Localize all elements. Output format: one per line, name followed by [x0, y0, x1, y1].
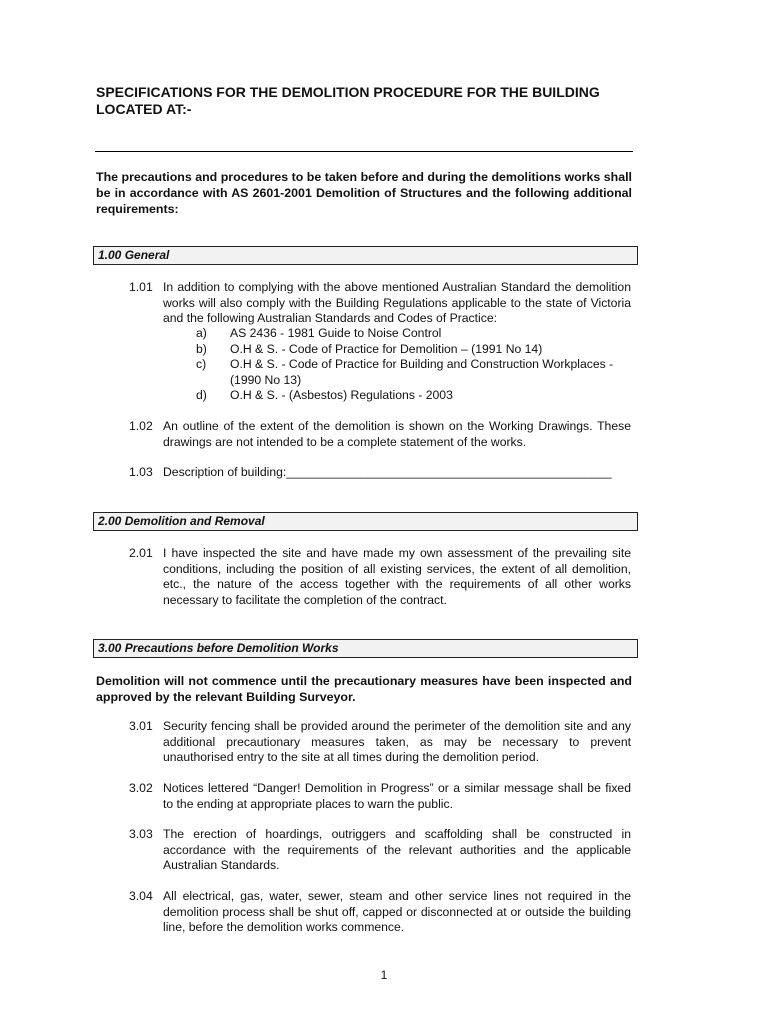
clause-text: Notices lettered “Danger! Demolition in Progress” or a similar message shall be fixed to the ending at appropriate places to warn the public.: [163, 781, 631, 811]
clause-3-02: [129, 781, 631, 812]
clause-1-02: [129, 419, 631, 450]
clause-number: 3.01: [129, 719, 153, 733]
title-underline: [95, 151, 633, 152]
standards-list: [196, 326, 632, 404]
document-title: SPECIFICATIONS FOR THE DEMOLITION PROCEDURE FOR THE BUILDING LOCATED AT:-: [96, 84, 600, 117]
list-item-text: O.H & S. - (Asbestos) Regulations - 2003: [230, 388, 453, 403]
clause-number: 2.01: [129, 546, 153, 560]
list-item: [196, 342, 632, 358]
clause-3-03: [129, 827, 631, 874]
building-description-field: Description of building:________________________________________________: [163, 465, 612, 479]
clause-text: All electrical, gas, water, sewer, steam and other service lines not required in the demolition process shall be shut off, capped or disconnected at or outside the building line, before the demolition works commence.: [163, 889, 631, 935]
clause-number: 3.03: [129, 827, 153, 841]
clause-text: An outline of the extent of the demolition is shown on the Working Drawings. These drawings are not intended to be a complete statement of the works.: [163, 419, 631, 449]
list-item: [196, 357, 632, 388]
list-item-letter: a): [196, 326, 207, 340]
clause-text: In addition to complying with the above mentioned Australian Standard the demolition works will also comply with the Building Regulations applicable to the state of Victoria and the following Australian Standards and Codes of Practice:: [163, 280, 631, 326]
clause-number: 3.04: [129, 889, 153, 903]
section-heading-precautions: 3.00 Precautions before Demolition Works: [93, 639, 638, 658]
clause-number: 3.02: [129, 781, 153, 795]
clause-3-01: [129, 719, 631, 766]
clause-number: 1.03: [129, 465, 153, 479]
section-heading-general: 1.00 General: [93, 246, 638, 265]
section-heading-demolition-removal: 2.00 Demolition and Removal: [93, 512, 638, 531]
clause-text: I have inspected the site and have made my own assessment of the prevailing site conditions, including the position of all existing services, the extent of all demolition, etc., the nature of the access together with the requirements of all other works necessary to facilitate the completion of the contract.: [163, 546, 631, 607]
list-item-letter: b): [196, 341, 207, 356]
clause-text: The erection of hoardings, outriggers and scaffolding shall be constructed in accordance with the requirements of the relevant authorities and the applicable Australian Standards.: [163, 827, 631, 873]
list-item-text: AS 2436 - 1981 Guide to Noise Control: [230, 326, 442, 340]
list-item: [196, 326, 632, 342]
clause-number: 1.02: [129, 419, 153, 433]
page-number: 1: [380, 968, 388, 982]
list-item: [196, 388, 632, 404]
clause-number: 1.01: [129, 280, 153, 294]
precautions-note: Demolition will not commence until the precautionary measures have been inspected and approved by the relevant Building Surveyor.: [96, 674, 632, 704]
clause-1-01: [129, 280, 631, 327]
clause-1-03: [129, 465, 631, 481]
list-item-letter: d): [196, 388, 207, 403]
list-item-text: O.H & S. - Code of Practice for Demolition – (1991 No 14): [230, 341, 543, 356]
clause-3-04: [129, 889, 631, 936]
clause-text: Security fencing shall be provided around the perimeter of the demolition site and any additional precautionary measures taken, as may be necessary to prevent unauthorised entry to the site at all times during the demolition period.: [163, 719, 631, 765]
clause-2-01: [129, 546, 631, 608]
list-item-text: O.H & S. - Code of Practice for Building and Construction Workplaces - (1990 No 13): [230, 357, 614, 387]
intro-paragraph: The precautions and procedures to be taken before and during the demolitions works shall be in accordance with AS 2601-2001 Demolition of Structures and the following additional requirements:: [96, 170, 632, 216]
list-item-letter: c): [196, 357, 207, 372]
